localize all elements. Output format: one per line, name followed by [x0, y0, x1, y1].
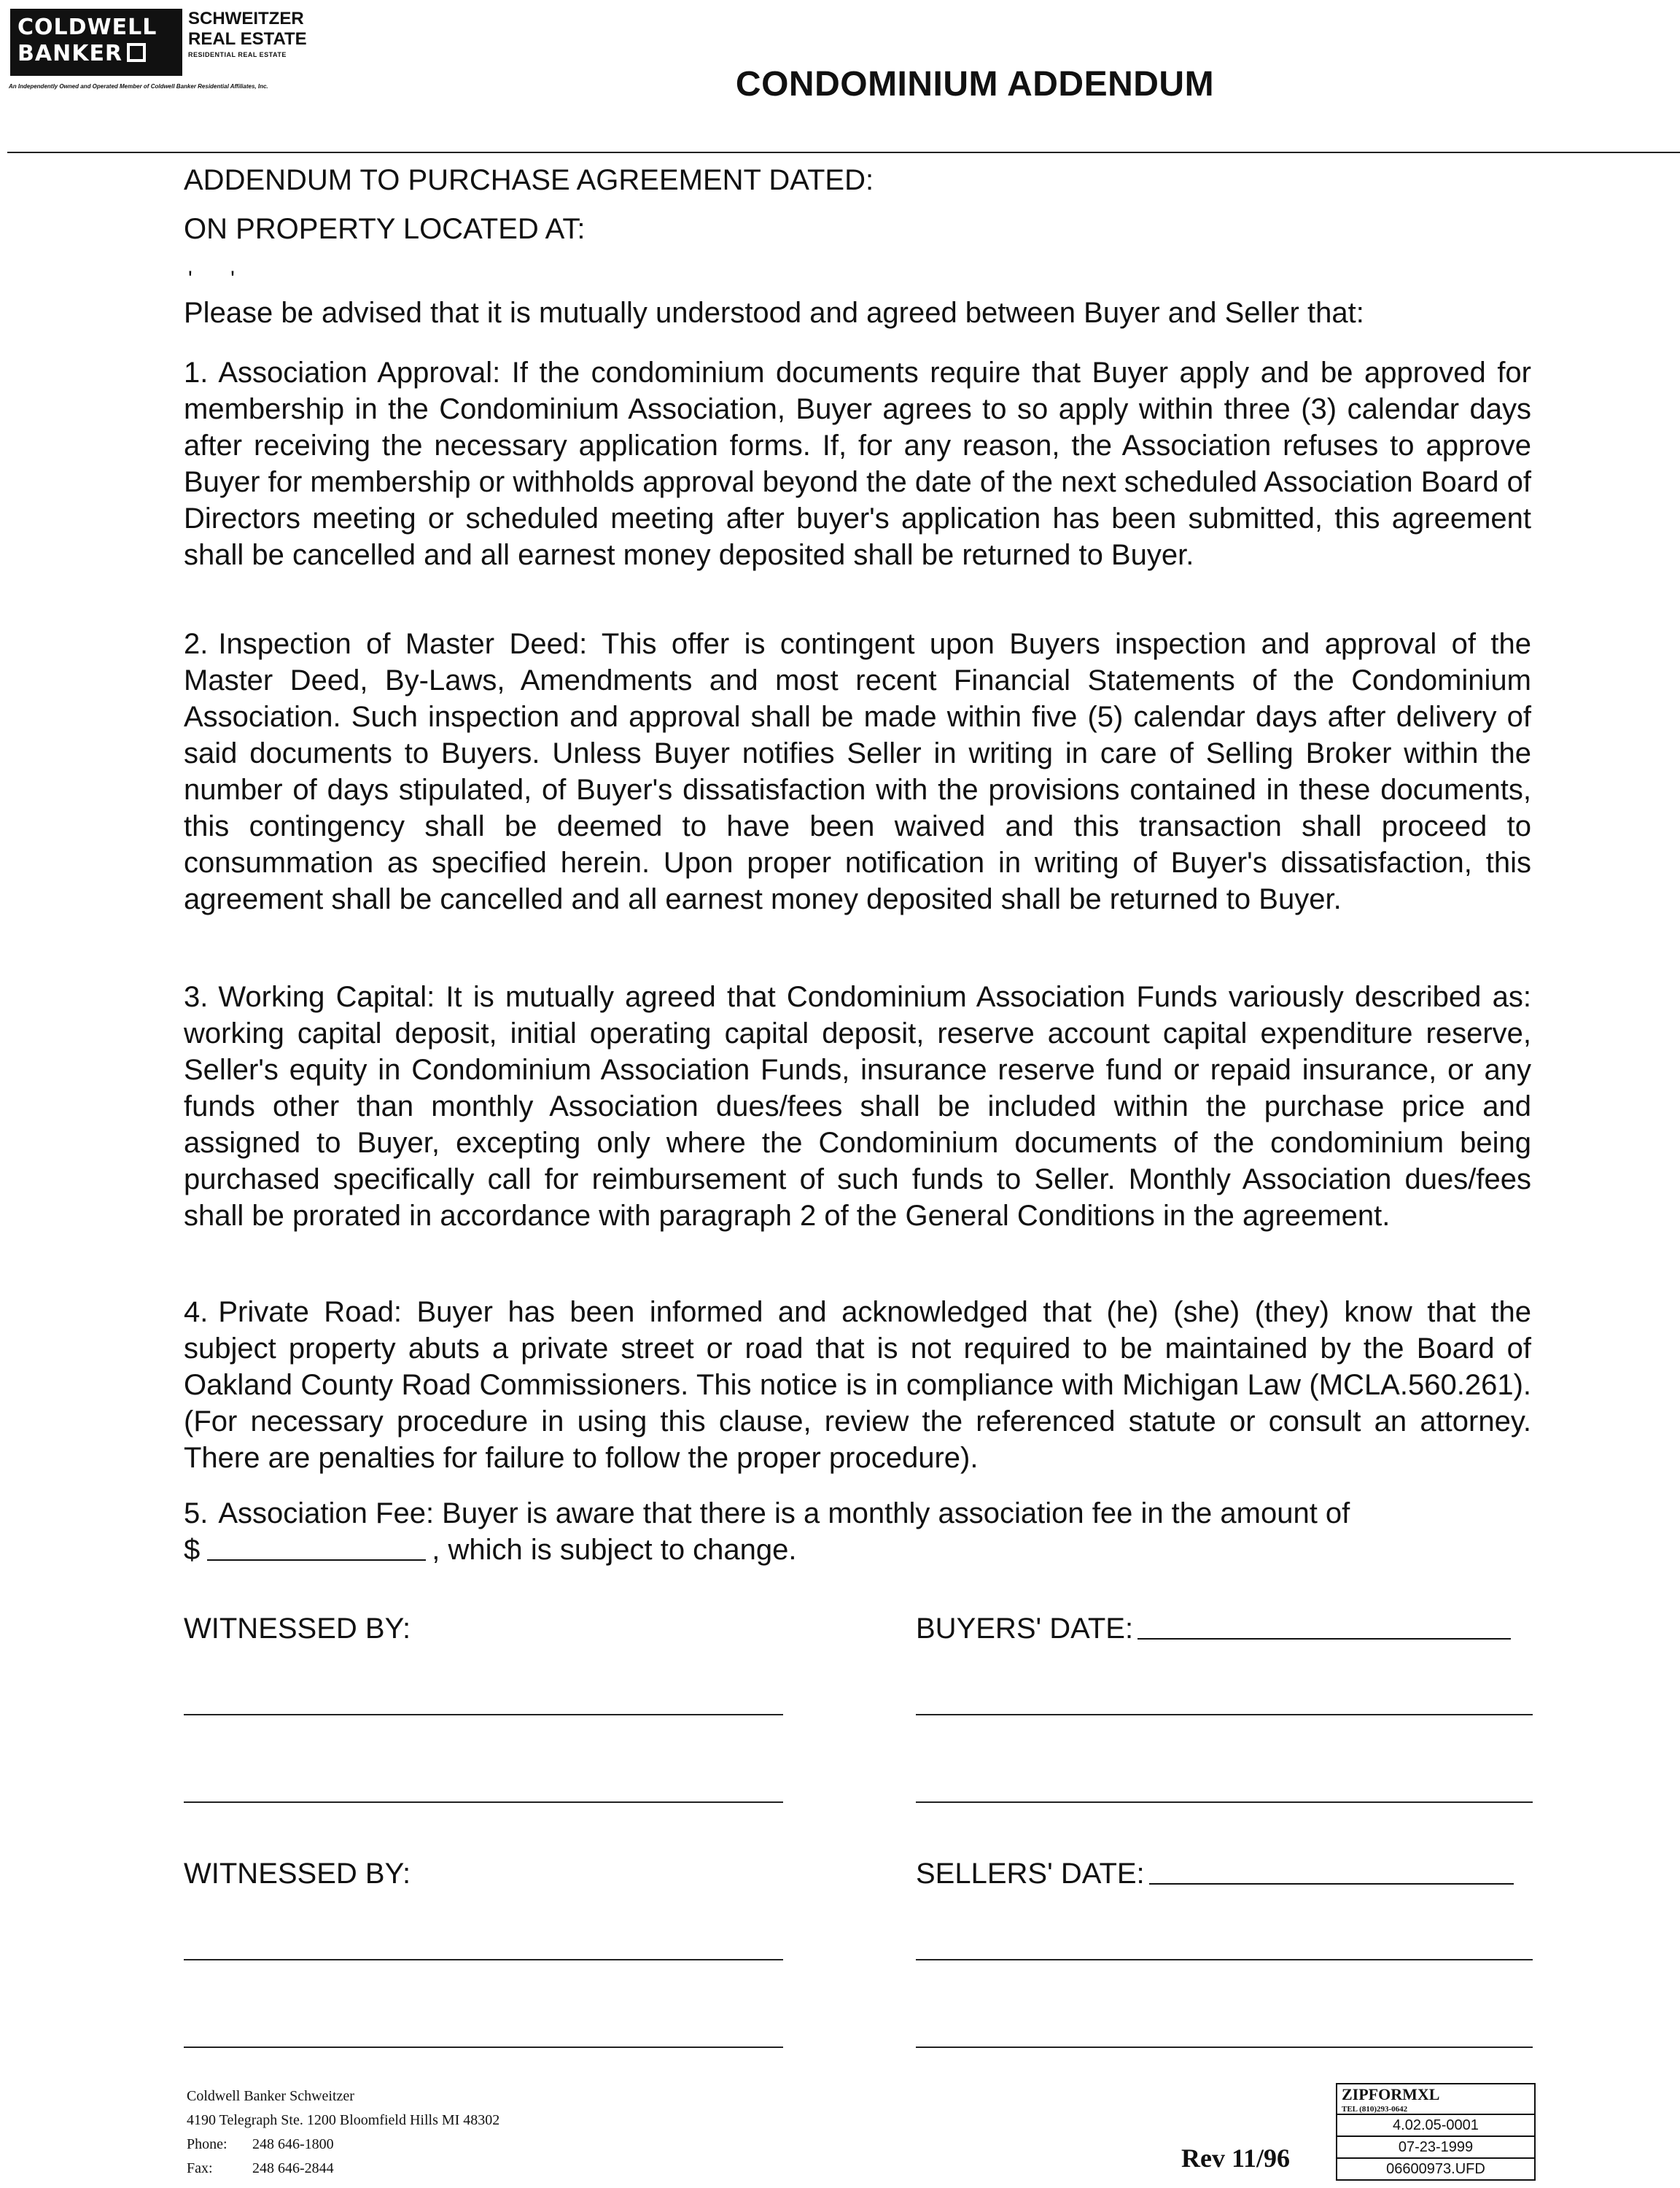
sellers-date-field[interactable]	[1149, 1858, 1514, 1885]
company-line3: RESIDENTIAL REAL ESTATE	[188, 51, 287, 58]
stray-marks: ' '	[188, 267, 251, 291]
logo-brand-line2-text: BANKER	[18, 41, 123, 66]
fax-value: 248 646-2844	[252, 2160, 334, 2176]
revision-label: Rev 11/96	[1181, 2144, 1290, 2173]
seller-signature-line[interactable]	[916, 1959, 1533, 1960]
witness-signature-line[interactable]	[184, 1959, 783, 1960]
purchase-agreement-dated-label: ADDENDUM TO PURCHASE AGREEMENT DATED:	[184, 164, 874, 196]
fee-amount-field[interactable]	[207, 1537, 426, 1561]
clause-number: 5.	[184, 1497, 209, 1529]
buyers-date-row	[916, 1610, 1511, 1647]
header-divider	[7, 152, 1680, 153]
witness-signature-line[interactable]	[184, 2047, 783, 2048]
clause-text: Working Capital: It is mutually agreed that Condominium Association Funds variously described as: working capital deposit, initial operating capital deposit, reserve account capital expenditure reserve, Seller's equity in Condominium Association Funds, insurance reserve fund or repaid insurance, or any funds other than monthly Association dues/fees shall be included within the purchase price and assigned to Buyer, excepting only where the Condominium documents of the condominium being purchased specifically call for reimbursement of such funds to Seller. Monthly Association dues/fees shall be prorated in accordance with paragraph 2 of the General Conditions in the agreement.	[184, 981, 1531, 1232]
company-line2: REAL ESTATE	[188, 29, 307, 49]
clause-association-fee	[184, 1495, 1531, 1568]
document-title	[0, 64, 1680, 104]
clause-number: 1.	[184, 357, 209, 389]
buyers-date-field[interactable]	[1138, 1613, 1511, 1640]
sellers-date-label: SELLERS' DATE:	[916, 1858, 1145, 1890]
clause-association-approval	[184, 354, 1531, 573]
clause-number: 4.	[184, 1296, 209, 1328]
office-address-block	[187, 2084, 499, 2181]
zipform-tel: TEL (810)293-0642	[1342, 2105, 1408, 2114]
clause-text: Private Road: Buyer has been informed and acknowledged that (he) (she) (they) know that the subject property abuts a private street or road that is not required to be maintained by the Board of Oakland County Road Commissioners. This notice is in compliance with Michigan Law (MCLA.560.261). (For necessary procedure in using this clause, review the referenced statute or consult an attorney. There are penalties for failure to follow the proper procedure).	[184, 1296, 1531, 1474]
buyer-signature-line[interactable]	[916, 1714, 1533, 1715]
sellers-date-row	[916, 1855, 1514, 1892]
witnessed-by-label-2: WITNESSED BY:	[184, 1858, 411, 1890]
logo-square-icon	[127, 43, 146, 62]
logo-brand-line1: COLDWELL	[18, 15, 158, 40]
zipform-stamp	[1336, 2083, 1536, 2181]
zipform-code: 4.02.05-0001	[1337, 2115, 1534, 2137]
phone-value: 248 646-1800	[252, 2136, 334, 2152]
document-title-text: CONDOMINIUM ADDENDUM	[735, 65, 1215, 104]
logo-brand-line2	[18, 41, 182, 67]
fax-label: Fax:	[187, 2160, 213, 2176]
clause-text: Inspection of Master Deed: This offer is contingent upon Buyers inspection and approval of the Master Deed, By-Laws, Amendments and most recent Financial Statements of the Condominium Association. Such inspection and approval shall be made within five (5) calendar days after delivery of said documents to Buyers. Unless Buyer notifies Seller in writing in care of Selling Broker within the number of days stipulated, of Buyer's dissatisfaction with the provisions contained in these documents, this contingency shall be deemed to have been waived and this transaction shall proceed to consummation as specified herein. Upon proper notification in writing of Buyer's dissatisfaction, this agreement shall be cancelled and all earnest money deposited shall be returned to Buyer.	[184, 628, 1531, 915]
clause-number: 3.	[184, 981, 209, 1013]
buyers-date-label: BUYERS' DATE:	[916, 1613, 1134, 1645]
zipform-brand-row	[1337, 2084, 1534, 2115]
seller-signature-line[interactable]	[916, 2047, 1533, 2048]
property-located-label: ON PROPERTY LOCATED AT:	[184, 213, 586, 245]
fee-currency: $	[184, 1534, 201, 1566]
office-fax	[187, 2157, 499, 2181]
witness-signature-line[interactable]	[184, 1714, 783, 1715]
office-address: 4190 Telegraph Ste. 1200 Bloomfield Hills MI 48302	[187, 2112, 500, 2128]
zipform-file: 06600973.UFD	[1386, 2161, 1485, 2177]
clause-inspection-master-deed	[184, 626, 1531, 918]
phone-label: Phone:	[187, 2136, 228, 2152]
buyer-signature-line[interactable]	[916, 1801, 1533, 1803]
clause-text: Association Fee: Buyer is aware that there is a monthly association fee in the amount of	[218, 1497, 1350, 1529]
fee-suffix: , which is subject to change.	[432, 1534, 797, 1566]
clause-private-road	[184, 1294, 1531, 1476]
witness-signature-line[interactable]	[184, 1801, 783, 1803]
intro-statement: Please be advised that it is mutually understood and agreed between Buyer and Seller that:	[184, 297, 1364, 329]
clause-working-capital	[184, 979, 1531, 1234]
company-name	[188, 9, 307, 60]
zipform-date: 07-23-1999	[1337, 2137, 1534, 2159]
witnessed-by-label-1: WITNESSED BY:	[184, 1613, 411, 1645]
logo-tagline: An Independently Owned and Operated Member of Coldwell Banker Residential Affiliates, Inc.	[9, 83, 268, 90]
company-line1: SCHWEITZER	[188, 9, 304, 28]
office-company: Coldwell Banker Schweitzer	[187, 2088, 354, 2104]
office-phone	[187, 2133, 499, 2157]
clause-text: Association Approval: If the condominium documents require that Buyer apply and be approved for membership in the Condominium Association, Buyer agrees to so apply within three (3) calendar days after receiving the necessary application forms. If, for any reason, the Association refuses to approve Buyer for membership or withholds approval beyond the date of the next scheduled Association Board of Directors meeting or scheduled meeting after buyer's application has been submitted, this agreement shall be cancelled and all earnest money deposited shall be returned to Buyer.	[184, 357, 1531, 571]
clause-number: 2.	[184, 628, 209, 660]
zipform-brand: ZIPFORMXL	[1342, 2085, 1440, 2103]
